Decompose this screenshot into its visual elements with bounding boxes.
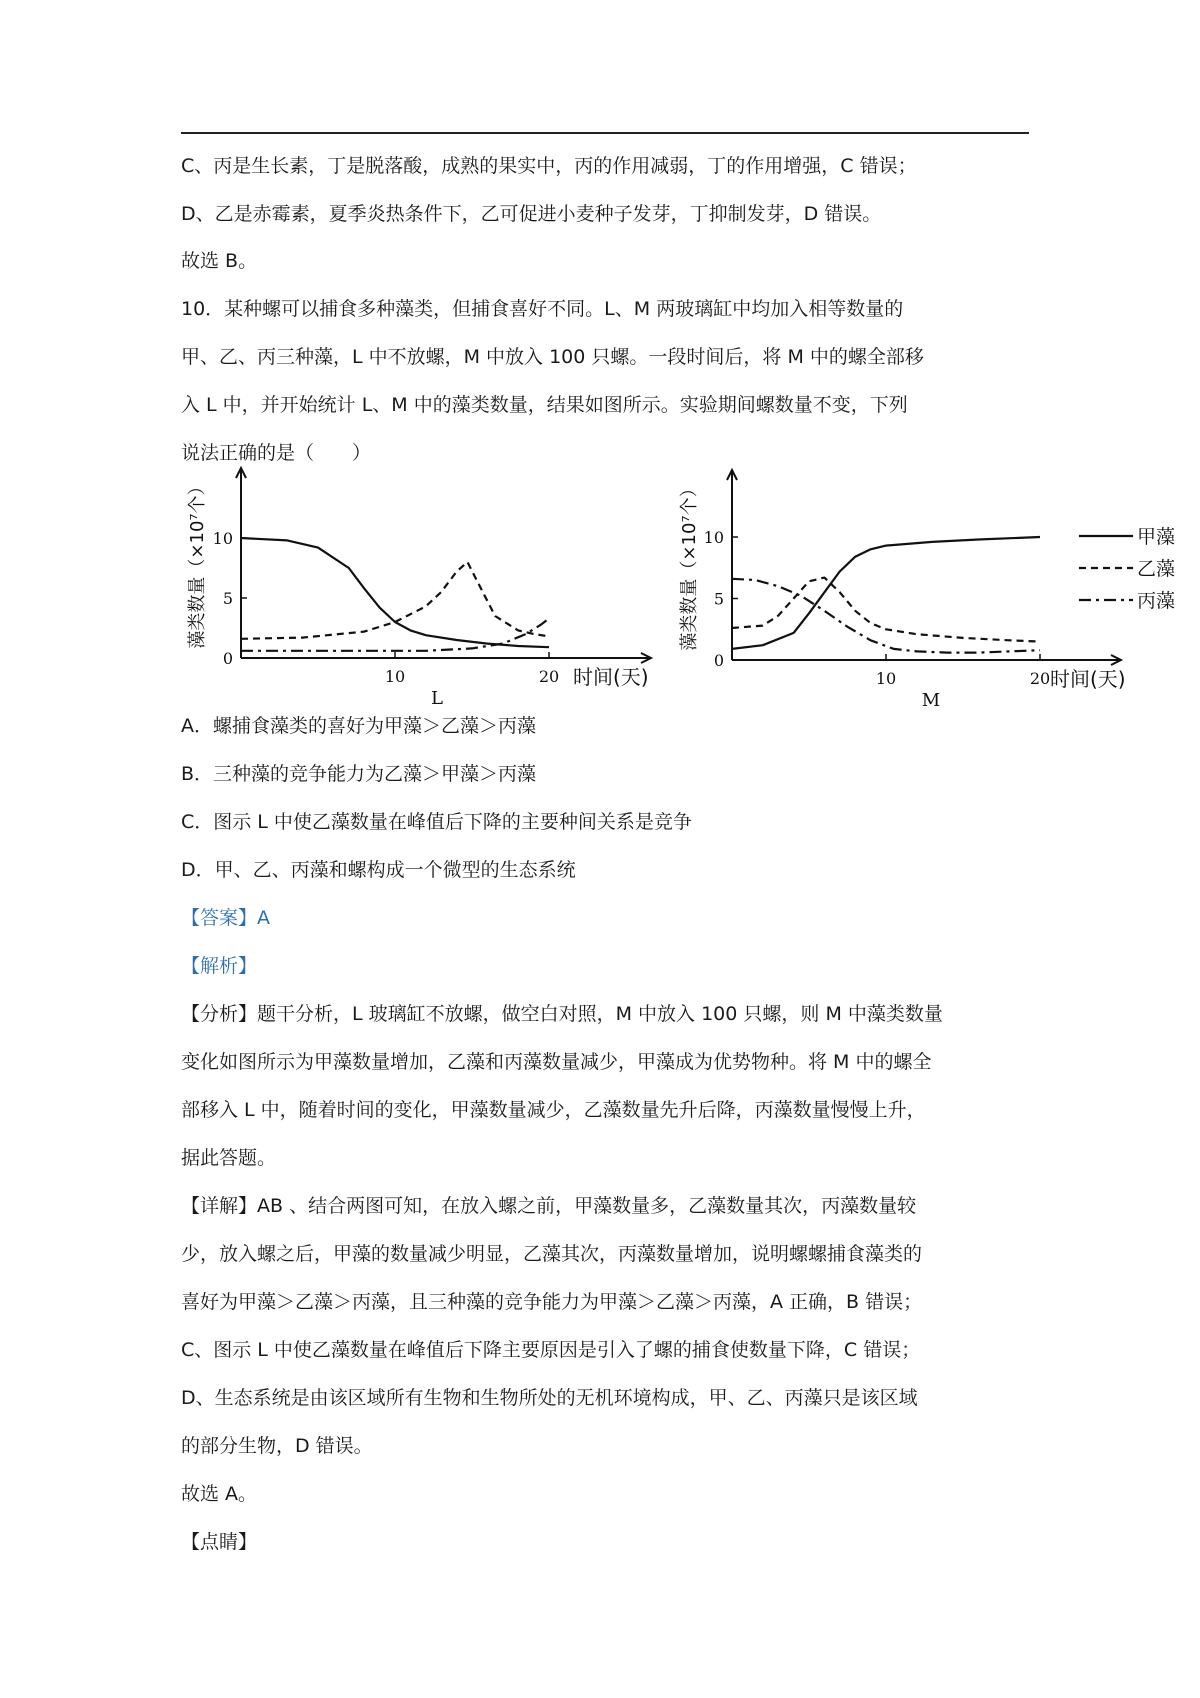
chart-L xyxy=(181,458,661,718)
option-b: B．三种藻的竞争能力为乙藻＞甲藻＞丙藻 xyxy=(181,763,537,785)
y-tick-label: 5 xyxy=(222,589,233,608)
analysis-heading: 【解析】 xyxy=(181,955,258,977)
y-tick-label: 10 xyxy=(703,528,724,547)
text-line: C、图示 L 中使乙藻数量在峰值后下降主要原因是引入了螺的捕食使数量下降，C 错误； xyxy=(181,1339,921,1361)
text-line: 的部分生物，D 错误。 xyxy=(181,1435,373,1457)
legend-label-甲藻: 甲藻 xyxy=(1137,526,1176,548)
y-tick-label: 5 xyxy=(713,589,724,609)
option-d: D．甲、乙、丙藻和螺构成一个微型的生态系统 xyxy=(181,859,576,881)
legend-label-乙藻: 乙藻 xyxy=(1137,558,1176,580)
y-axis-label: 藻类数量（×10⁷个） xyxy=(187,477,208,649)
series-line-丙藻 xyxy=(241,618,549,650)
y-axis-label: 藻类数量（×10⁷个） xyxy=(679,479,700,651)
text-line: 【详解】AB 、结合两图可知，在放入螺之前，甲藻数量多，乙藻数量其次，丙藻数量较 xyxy=(181,1195,917,1217)
x-tick-label: 10 xyxy=(384,667,406,686)
legend-label-丙藻: 丙藻 xyxy=(1137,590,1176,612)
text-line: 变化如图所示为甲藻数量增加，乙藻和丙藻数量减少，甲藻成为优势物种。将 M 中的螺全 xyxy=(181,1051,932,1073)
text-line: 故选 A。 xyxy=(181,1483,258,1505)
y-tick-label: 0 xyxy=(222,649,233,668)
x-tick-label: 20 xyxy=(1029,669,1051,688)
series-line-乙藻 xyxy=(732,578,1040,642)
text-line: D、生态系统是由该区域所有生物和生物所处的无机环境构成，甲、乙、丙藻只是该区域 xyxy=(181,1387,918,1409)
text-line: 少，放入螺之后，甲藻的数量减少明显，乙藻其次，丙藻数量增加，说明螺螺捕食藻类的 xyxy=(181,1243,923,1265)
y-tick-label: 10 xyxy=(212,529,233,548)
text-line: 【分析】题干分析，L 玻璃缸不放螺，做空白对照，M 中放入 100 只螺，则 M 中藻类数量 xyxy=(181,1003,943,1025)
question-line: 10．某种螺可以捕食多种藻类，但捕食喜好不同。L、M 两玻璃缸中均加入相等数量的 xyxy=(181,298,904,320)
question-line: 说法正确的是（ ） xyxy=(181,442,372,464)
text-line: 故选 B。 xyxy=(181,250,258,272)
text-line: 部移入 L 中，随着时间的变化，甲藻数量减少，乙藻数量先升后降，丙藻数量慢慢上升， xyxy=(181,1099,926,1121)
series-line-甲藻 xyxy=(732,537,1040,649)
series-line-甲藻 xyxy=(241,538,549,647)
question-line: 入 L 中，并开始统计 L、M 中的藻类数量，结果如图所示。实验期间螺数量不变，下列 xyxy=(181,394,908,416)
text-line: D、乙是赤霉素，夏季炎热条件下，乙可促进小麦种子发芽，丁抑制发芽，D 错误。 xyxy=(181,203,882,225)
text-line: 据此答题。 xyxy=(181,1147,277,1169)
answer-line: 【答案】A xyxy=(181,907,270,929)
x-axis-label: 时间(天) xyxy=(573,665,649,689)
chart-name: L xyxy=(431,688,443,709)
header-rule xyxy=(181,132,1029,134)
option-a: A．螺捕食藻类的喜好为甲藻＞乙藻＞丙藻 xyxy=(181,715,536,737)
text-line: 【点睛】 xyxy=(181,1531,258,1553)
text-line: 喜好为甲藻＞乙藻＞丙藻，且三种藻的竞争能力为甲藻＞乙藻＞丙藻，A 正确，B 错误； xyxy=(181,1291,923,1313)
y-tick-label: 0 xyxy=(713,651,724,670)
chart-name: M xyxy=(921,690,941,711)
x-tick-label: 10 xyxy=(875,669,897,688)
chart-M xyxy=(665,458,1185,718)
text-line: C、丙是生长素，丁是脱落酸，成熟的果实中，丙的作用减弱，丁的作用增强，C 错误； xyxy=(181,155,917,177)
x-axis-label: 时间(天) xyxy=(1050,667,1126,691)
question-line: 甲、乙、丙三种藻，L 中不放螺，M 中放入 100 只螺。一段时间后，将 M 中的螺全部移 xyxy=(181,346,924,368)
x-tick-label: 20 xyxy=(538,667,560,686)
option-c: C．图示 L 中使乙藻数量在峰值后下降的主要种间关系是竞争 xyxy=(181,811,692,833)
series-line-乙藻 xyxy=(241,562,549,639)
